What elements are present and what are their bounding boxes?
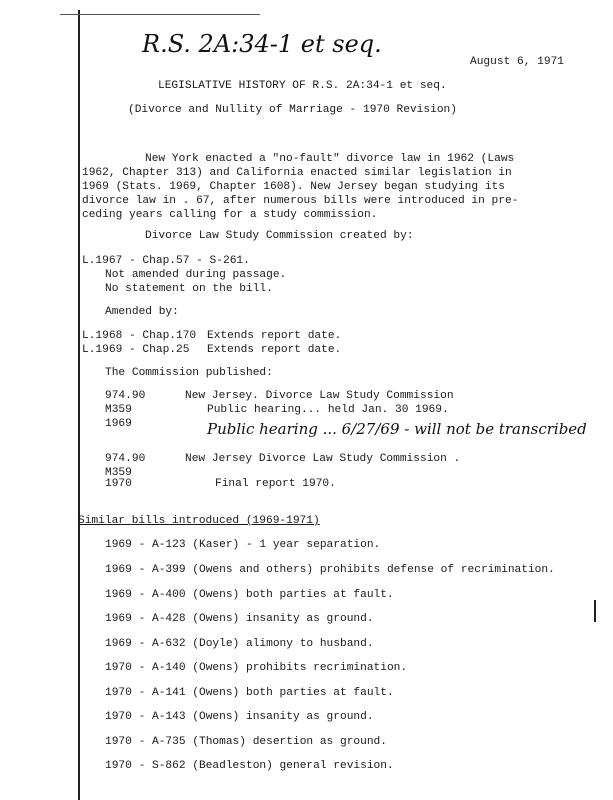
bill-item: 1969 - A-399 (Owens and others) prohibits defense of recrimination. bbox=[105, 564, 555, 576]
left-margin-binding-line bbox=[78, 10, 80, 800]
call-number: M359 bbox=[105, 404, 132, 416]
handwritten-note: Public hearing ... 6/27/69 - will not be transcribed bbox=[207, 420, 587, 438]
bill-item: 1970 - A-143 (Owens) insanity as ground. bbox=[105, 711, 374, 723]
publication-title: New Jersey. Divorce Law Study Commission bbox=[185, 390, 454, 402]
bill-item: 1969 - A-428 (Owens) insanity as ground. bbox=[105, 613, 374, 625]
amended-desc: Extends report date. bbox=[207, 330, 342, 342]
amended-desc: Extends report date. bbox=[207, 344, 342, 356]
commission-heading: Divorce Law Study Commission created by: bbox=[145, 230, 414, 242]
bill-item: 1969 - A-123 (Kaser) - 1 year separation. bbox=[105, 539, 381, 551]
call-number: 974.90 bbox=[105, 453, 146, 465]
bill-item: 1970 - A-735 (Thomas) desertion as ground. bbox=[105, 736, 387, 748]
bill-item: 1970 - A-141 (Owens) both parties at fault. bbox=[105, 687, 394, 699]
bill-item: 1969 - A-400 (Owens) both parties at fault. bbox=[105, 589, 394, 601]
commission-law: L.1967 - Chap.57 - S-261. bbox=[82, 255, 250, 267]
publication-title: New Jersey Divorce Law Study Commission . bbox=[185, 453, 461, 465]
amended-heading: Amended by: bbox=[105, 306, 179, 318]
call-number: M359 bbox=[105, 467, 132, 479]
publication-detail: Public hearing... held Jan. 30 1969. bbox=[207, 404, 449, 416]
call-number: 1970 bbox=[105, 478, 132, 490]
bill-item: 1970 - A-140 (Owens) prohibits recrimination. bbox=[105, 662, 408, 674]
document-title: LEGISLATIVE HISTORY OF R.S. 2A:34-1 et seq. bbox=[158, 80, 447, 92]
intro-line: ceding years calling for a study commission. bbox=[82, 209, 378, 221]
commission-note: Not amended during passage. bbox=[105, 269, 287, 281]
document-date: August 6, 1971 bbox=[470, 56, 564, 68]
intro-line: divorce law in . 67, after numerous bills were introduced in pre- bbox=[82, 195, 519, 207]
top-scan-line bbox=[60, 14, 260, 15]
amended-law: L.1968 - Chap.170 bbox=[82, 330, 197, 342]
call-number: 1969 bbox=[105, 418, 132, 430]
amended-law: L.1969 - Chap.25 bbox=[82, 344, 190, 356]
similar-bills-heading: Similar bills introduced (1969-1971) bbox=[78, 515, 320, 527]
publication-detail: Final report 1970. bbox=[215, 478, 336, 490]
document-subtitle: (Divorce and Nullity of Marriage - 1970 Revision) bbox=[128, 104, 457, 116]
bill-item: 1969 - A-632 (Doyle) alimony to husband. bbox=[105, 638, 374, 650]
margin-pen-mark bbox=[594, 600, 596, 622]
commission-note: No statement on the bill. bbox=[105, 283, 273, 295]
intro-line: 1969 (Stats. 1969, Chapter 1608). New Jersey began studying its bbox=[82, 181, 505, 193]
call-number: 974.90 bbox=[105, 390, 146, 402]
bill-item: 1970 - S-862 (Beadleston) general revision. bbox=[105, 760, 394, 772]
intro-line: 1962, Chapter 313) and California enacted similar legislation in bbox=[82, 167, 512, 179]
handwritten-title: R.S. 2A:34-1 et seq. bbox=[142, 30, 382, 58]
intro-line: New York enacted a "no-fault" divorce law in 1962 (Laws bbox=[145, 153, 515, 165]
published-heading: The Commission published: bbox=[105, 367, 273, 379]
